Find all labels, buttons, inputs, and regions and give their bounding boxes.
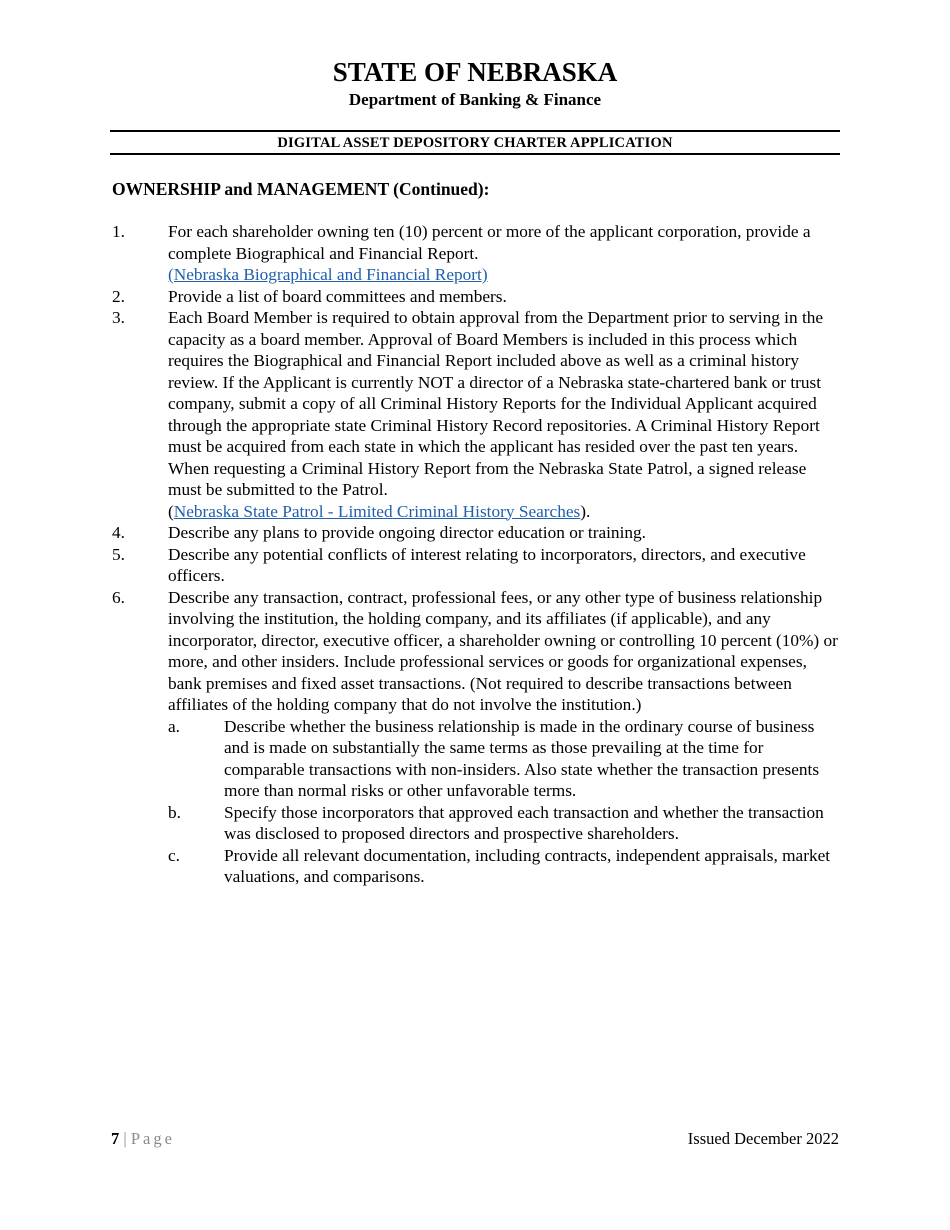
item-number: 6.: [112, 587, 125, 607]
page-label: Page: [130, 1129, 175, 1148]
link-close-paren: ).: [580, 501, 591, 521]
list-item: [112, 544, 842, 587]
item-text: [168, 307, 842, 522]
item-body: Each Board Member is required to obtain approval from the Department prior to serving in the capacity as a board member. Approval of Board Members is included in this process which requires the Biographical and Financial Report included above as well as a criminal history review. If the Applicant is currently NOT a director of a Nebraska state-chartered bank or trust company, submit a copy of all Criminal History Reports for the Individual Applicant acquired through the appropriate state Criminal History Record repositories. A Criminal History Report must be acquired from each state in which the applicant has resided over the past ten years. When requesting a Criminal History Report from the Nebraska State Patrol, a signed release must be submitted to the Patrol.: [168, 308, 824, 499]
sub-item-letter: c.: [168, 845, 180, 865]
sub-item-letter: a.: [168, 716, 180, 736]
page-number: 7: [111, 1129, 120, 1148]
document-title: STATE OF NEBRASKA: [332, 57, 618, 87]
item-number: 1.: [112, 222, 125, 241]
issued-date: Issued December 2022: [687, 1129, 839, 1148]
item-body: Describe any transaction, contract, professional fees, or any other type of business relationship involving the institution, the holding company, and its affiliates (if applicable), and any incorporator, director, executive officer, a shareholder owning or controlling 10 percent (10%) or more, and other insiders. Include professional services or goods for organizational expenses, bank premises and fixed asset transactions. (Not required to describe transactions between affiliates of the holding company that do not involve the institution.): [168, 587, 838, 714]
sub-item: [168, 845, 842, 888]
item-text: [168, 587, 842, 888]
application-title: DIGITAL ASSET DEPOSITORY CHARTER APPLICATION: [277, 135, 673, 151]
top-rule: [110, 130, 840, 132]
list-item: [112, 587, 842, 888]
link-open-paren: (: [168, 501, 174, 521]
page-separator: |: [123, 1129, 127, 1148]
item-number: 5.: [112, 544, 125, 564]
section-heading: OWNERSHIP and MANAGEMENT (Continued):: [112, 179, 490, 199]
sub-item-text: Specify those incorporators that approved each transaction and whether the transaction was disclosed to proposed directors and prospective shareholders.: [224, 802, 824, 843]
item-text: Describe any plans to provide ongoing director education or training.: [168, 523, 646, 542]
sub-item: [168, 802, 842, 845]
page-footer: [111, 1129, 839, 1149]
item-number: 2.: [112, 286, 125, 306]
biographical-report-link[interactable]: (Nebraska Biographical and Financial Report): [168, 265, 488, 284]
department-name: Department of Banking & Finance: [348, 90, 602, 109]
sub-item-letter: b.: [168, 802, 181, 822]
item-text: Provide a list of board committees and members.: [168, 286, 507, 306]
item-number: 3.: [112, 308, 125, 327]
criminal-history-link[interactable]: Nebraska State Patrol - Limited Criminal History Searches: [173, 501, 581, 521]
item-number: 4.: [112, 523, 125, 542]
list-item: [112, 286, 842, 308]
sub-item: [168, 716, 842, 802]
item-text: Describe any potential conflicts of interest relating to incorporators, directors, and executive officers.: [168, 544, 806, 585]
item-text: [168, 221, 842, 286]
sub-item-text: Describe whether the business relationship is made in the ordinary course of business and is made on substantially the same terms as those prevailing at the time for comparable transactions with non-insiders. Also state whether the transaction presents more than normal risks or other unfavorable terms.: [224, 716, 820, 800]
sub-item-text: Provide all relevant documentation, including contracts, independent appraisals, market valuations, and comparisons.: [224, 845, 831, 886]
list-item: [112, 221, 842, 286]
list-item: [112, 522, 842, 544]
requirements-list: [112, 221, 842, 888]
document-header: [0, 56, 950, 111]
item-body: For each shareholder owning ten (10) percent or more of the applicant corporation, provide a complete Biographical and Financial Report.: [168, 222, 811, 263]
bottom-rule: [110, 153, 840, 155]
list-item: [112, 307, 842, 522]
